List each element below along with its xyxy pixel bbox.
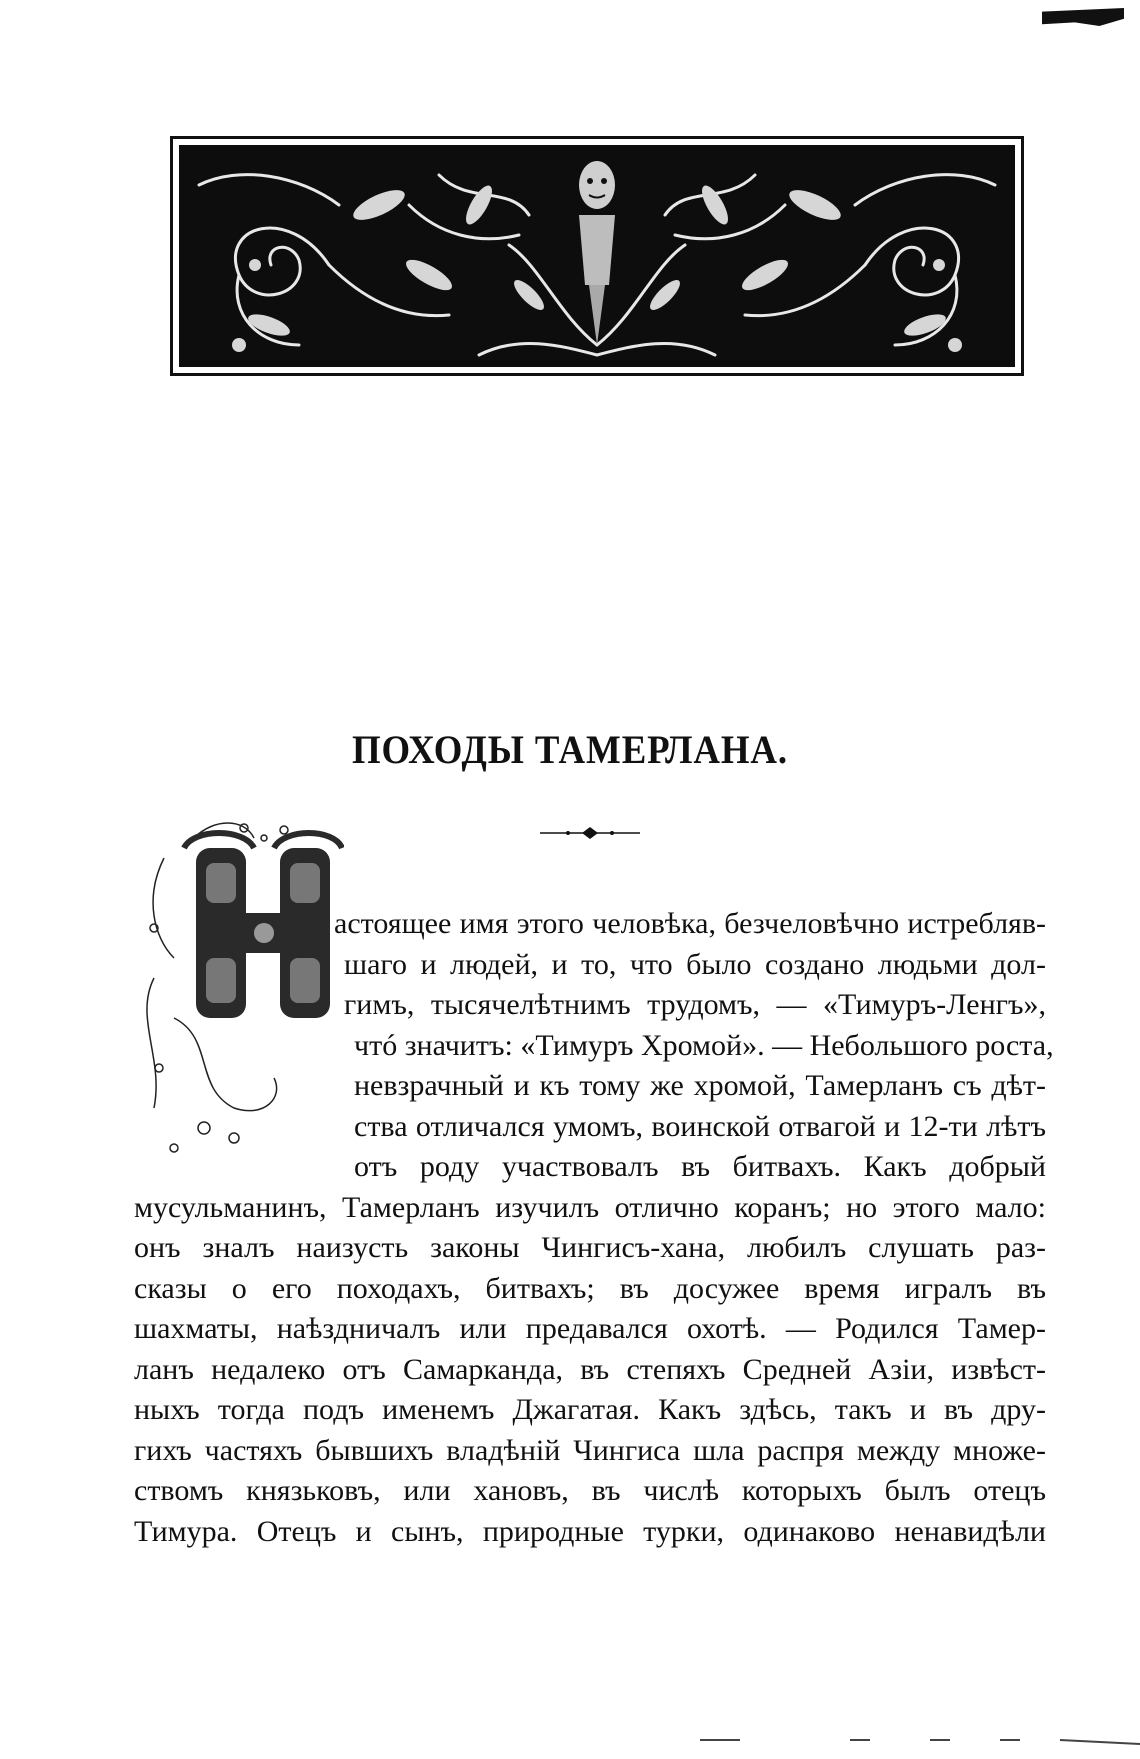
text-line: ныхъ тогда подъ именемъ Джагатая. Какъ здѣсь, такъ и въ дру- (134, 1393, 1046, 1426)
text-line: Тимура. Отецъ и сынъ, природные турки, одинаково ненавидѣли (134, 1514, 1046, 1548)
text-line: гимъ, тысячелѣтнимъ трудомъ, — «Тимуръ-Ленгъ», (344, 988, 1046, 1021)
scan-artifact (1042, 8, 1124, 26)
mask-figure-icon (579, 161, 615, 345)
text-line: ствомъ князьковъ, или хановъ, въ числѣ которыхъ былъ отецъ (134, 1474, 1046, 1507)
text-line: сказы о его походахъ, битвахъ; въ досужее время игралъ въ (134, 1271, 1046, 1305)
text-line: отъ роду участвовалъ въ битвахъ. Какъ добрый (354, 1150, 1046, 1183)
body-text (134, 904, 1054, 1552)
text-line: шаго и людей, и то, что было создано людьми дол- (344, 947, 1046, 981)
headpiece-engraving (179, 145, 1015, 367)
text-line: ланъ недалеко отъ Самарканда, въ степяхъ Средней Азіи, извѣст- (134, 1352, 1046, 1386)
ornamental-divider-icon (540, 826, 640, 840)
text-line: мусульманинъ, Тамерланъ изучилъ отлично коранъ; но этого мало: (134, 1190, 1046, 1224)
text-line: онъ зналъ наизусть законы Чингисъ-хана, любилъ слушать раз- (134, 1231, 1046, 1264)
text-line: шахматы, наѣздничалъ или предавался охотѣ. — Родился Тамер- (134, 1312, 1046, 1345)
text-line: невзрачный и къ тому же хромой, Тамерланъ съ дѣт- (354, 1069, 1046, 1102)
chapter-title: ПОХОДЫ ТАМЕРЛАНА. (351, 727, 789, 772)
text-line: гихъ частяхъ бывшихъ владѣній Чингиса шла распря между множе- (134, 1433, 1046, 1467)
text-line: астоящее имя этого человѣка, безчеловѣчно истребляв- (334, 907, 1046, 940)
ornamental-headpiece (170, 136, 1024, 376)
foliage-ornament-icon (179, 145, 1015, 367)
scan-artifact-dashes (700, 1736, 1140, 1746)
text-line: ства отличался умомъ, воинской отвагой и 12-ти лѣтъ (354, 1109, 1046, 1143)
text-line: чтó значитъ: «Тимуръ Хромой». — Небольшого роста, (354, 1028, 1054, 1062)
